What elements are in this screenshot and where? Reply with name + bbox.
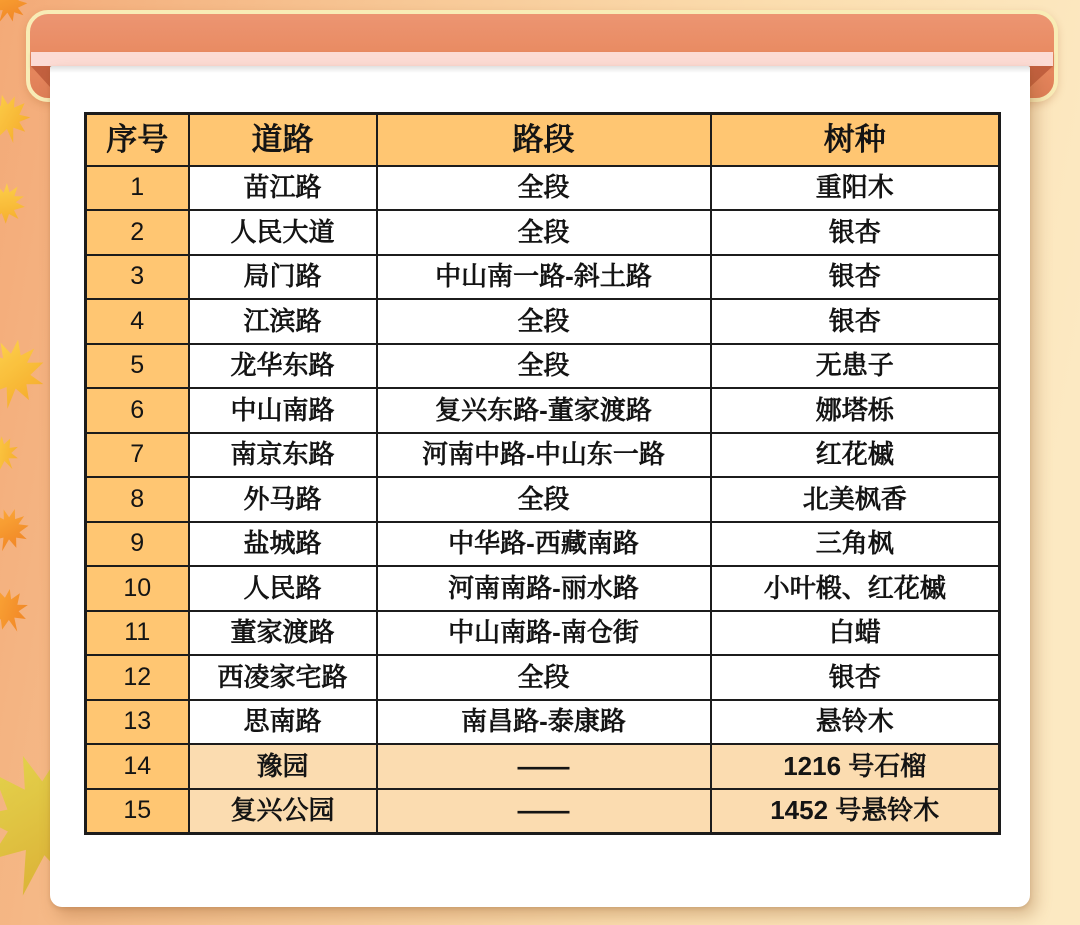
maple-leaf-icon	[0, 170, 38, 237]
table-row	[86, 166, 1000, 211]
cell-species: 银杏	[711, 255, 1000, 300]
header-cell-road: 道路	[189, 114, 377, 166]
table-row	[86, 344, 1000, 389]
cell-no: 4	[86, 299, 189, 344]
cell-road: 思南路	[189, 700, 377, 745]
cell-road: 复兴公园	[189, 789, 377, 834]
cell-species: 银杏	[711, 655, 1000, 700]
cell-road: 局门路	[189, 255, 377, 300]
maple-leaf-icon	[0, 426, 30, 481]
cell-species: 无患子	[711, 344, 1000, 389]
paper-sheet	[50, 66, 1030, 907]
banner-ribbon	[31, 52, 1053, 66]
table-row	[86, 566, 1000, 611]
cell-section: 复兴东路-董家渡路	[377, 388, 711, 433]
cell-species: 三角枫	[711, 522, 1000, 567]
cell-road: 外马路	[189, 477, 377, 522]
cell-section: 全段	[377, 166, 711, 211]
table-row	[86, 789, 1000, 834]
cell-no: 2	[86, 210, 189, 255]
cell-road: 董家渡路	[189, 611, 377, 656]
header-cell-section: 路段	[377, 114, 711, 166]
cell-section: 中华路-西藏南路	[377, 522, 711, 567]
table-row	[86, 388, 1000, 433]
cell-no: 9	[86, 522, 189, 567]
cell-species: 重阳木	[711, 166, 1000, 211]
table-row	[86, 210, 1000, 255]
table-row	[86, 299, 1000, 344]
cell-section: 河南南路-丽水路	[377, 566, 711, 611]
header-cell-species: 树种	[711, 114, 1000, 166]
cell-no: 5	[86, 344, 189, 389]
table-row	[86, 433, 1000, 478]
cell-section: 全段	[377, 299, 711, 344]
cell-road: 人民大道	[189, 210, 377, 255]
cell-road: 苗江路	[189, 166, 377, 211]
cell-section: 全段	[377, 210, 711, 255]
trees-table	[84, 112, 1001, 835]
cell-section: 全段	[377, 477, 711, 522]
cell-section: ——	[377, 744, 711, 789]
cell-road: 江滨路	[189, 299, 377, 344]
table-row	[86, 522, 1000, 567]
table-header-row	[86, 114, 1000, 166]
table-row	[86, 255, 1000, 300]
cell-species: 白蜡	[711, 611, 1000, 656]
cell-no: 15	[86, 789, 189, 834]
cell-species: 小叶椴、红花槭	[711, 566, 1000, 611]
cell-section: 全段	[377, 655, 711, 700]
table-body	[86, 166, 1000, 834]
cell-species: 银杏	[711, 210, 1000, 255]
cell-no: 12	[86, 655, 189, 700]
cell-no: 3	[86, 255, 189, 300]
cell-species: 银杏	[711, 299, 1000, 344]
table-row	[86, 477, 1000, 522]
cell-species: 娜塔栎	[711, 388, 1000, 433]
cell-section: 中山南一路-斜土路	[377, 255, 711, 300]
cell-road: 西凌家宅路	[189, 655, 377, 700]
cell-no: 10	[86, 566, 189, 611]
cell-road: 龙华东路	[189, 344, 377, 389]
maple-leaf-icon	[0, 578, 40, 644]
header-cell-no: 序号	[86, 114, 189, 166]
cell-species: 悬铃木	[711, 700, 1000, 745]
cell-road: 南京东路	[189, 433, 377, 478]
cell-road: 中山南路	[189, 388, 377, 433]
cell-section: 全段	[377, 344, 711, 389]
cell-species: 红花槭	[711, 433, 1000, 478]
cell-no: 8	[86, 477, 189, 522]
cell-no: 14	[86, 744, 189, 789]
cell-species: 1216 号石榴	[711, 744, 1000, 789]
table-row	[86, 700, 1000, 745]
cell-section: 中山南路-南仓街	[377, 611, 711, 656]
table-row	[86, 744, 1000, 789]
cell-section: ——	[377, 789, 711, 834]
cell-no: 7	[86, 433, 189, 478]
cell-no: 13	[86, 700, 189, 745]
cell-section: 南昌路-泰康路	[377, 700, 711, 745]
cell-no: 11	[86, 611, 189, 656]
cell-species: 1452 号悬铃木	[711, 789, 1000, 834]
cell-road: 人民路	[189, 566, 377, 611]
cell-road: 豫园	[189, 744, 377, 789]
cell-no: 6	[86, 388, 189, 433]
table-row	[86, 611, 1000, 656]
cell-road: 盐城路	[189, 522, 377, 567]
table-row	[86, 655, 1000, 700]
cell-species: 北美枫香	[711, 477, 1000, 522]
maple-leaf-icon	[0, 330, 56, 418]
cell-no: 1	[86, 166, 189, 211]
cell-section: 河南中路-中山东一路	[377, 433, 711, 478]
maple-leaf-icon	[0, 500, 38, 560]
